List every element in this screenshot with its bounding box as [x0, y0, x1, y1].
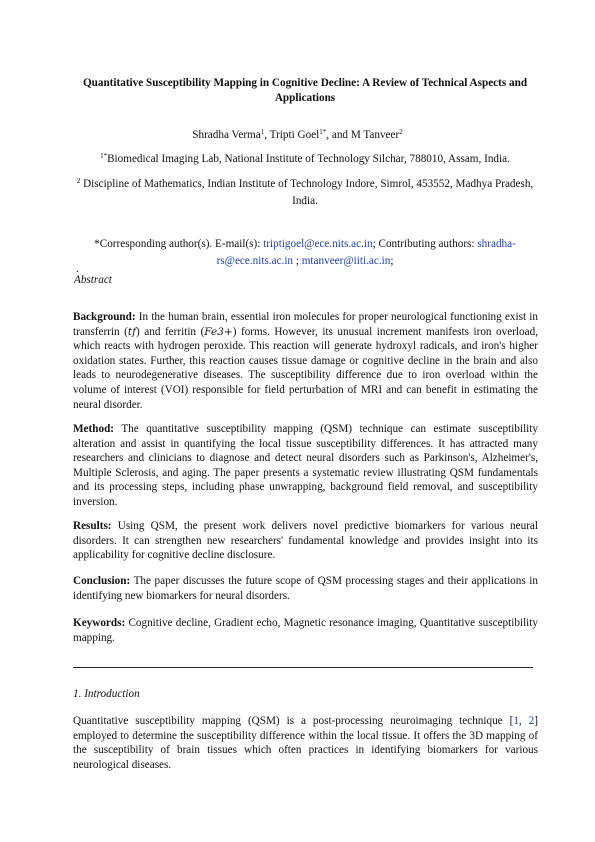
abstract-background	[73, 310, 538, 412]
results-label: Results:	[73, 520, 112, 532]
keywords	[73, 616, 538, 645]
citation-link-1[interactable]: 1	[513, 715, 519, 727]
correspondence-line	[70, 236, 540, 270]
abstract-method	[73, 422, 538, 510]
author-affiliation-mark: 2	[399, 128, 403, 136]
correspondence-suffix: ;	[390, 255, 394, 267]
keywords-text: Cognitive decline, Gradient echo, Magnetic resonance imaging, Quantitative susceptibility mapping.	[73, 617, 538, 644]
conclusion-text: The paper discusses the future scope of QSM processing stages and their applications in identifying new biomarkers for neural disorders.	[73, 575, 538, 602]
corresponding-email-link[interactable]: triptigoel@ece.nits.ac.in	[263, 238, 373, 250]
author-affiliation-mark: 1	[260, 128, 265, 136]
affiliation-mark: 2	[76, 177, 81, 185]
affiliation-text: Discipline of Mathematics, Indian Institute of Technology Indore, Simrol, 453552, Madhya Pradesh, India.	[80, 178, 534, 207]
stray-dot: .	[76, 263, 79, 275]
intro-text: ] employed to determine the susceptibility difference within the local tissue. It offers the 3D mapping of the susceptibility of brain tissues which often practices in identifying biomarkers for various neurological diseases.	[73, 715, 538, 771]
author-separator: ,	[264, 129, 270, 141]
affiliation-1	[70, 151, 540, 168]
paper-title: Quantitative Susceptibility Mapping in Cognitive Decline: A Review of Technical Aspects and Applications	[82, 77, 528, 104]
keywords-label: Keywords:	[73, 617, 126, 629]
method-text: The quantitative susceptibility mapping (QSM) technique can estimate susceptibility alteration and assist in quantifying the local tissue susceptibility differences. It has attracted many researchers and clinicians to diagnose and detect neural disorders such as Parkinson's, Alzheimer's, Multiple Sclerosis, and aging. The paper presents a systematic review illustrating QSM fundamentals and its processing steps, including phase unwrapping, background field removal, and susceptibility inversion.	[73, 423, 538, 508]
results-text: Using QSM, the present work delivers novel predictive biomarkers for various neural disorders. It can strengthen new researchers' fundamental knowledge and provides insight into its applicability for cognitive decline disclosure.	[73, 520, 538, 562]
contributing-email-link-1[interactable]: shradha-rs@ece.nits.ac.in	[216, 238, 516, 267]
correspondence-separator: ;	[293, 255, 302, 267]
conclusion-label: Conclusion:	[73, 575, 131, 587]
citation-separator: ,	[518, 715, 529, 727]
background-text: ) forms. However, its unusual increment manifests iron overload, which reacts with hydrogen peroxide. This reaction will generate hydroxyl radicals, and iron's higher oxidation states. Further, this reaction causes tissue damage or cognitive decline in the brain and also leads to neurodegenerative diseases. The susceptibility difference due to iron overload within the volume of interest (VOI) responsible for field perturbation of MRI and can benefit in estimating the neural disorder.	[73, 325, 538, 411]
correspondence-prefix: *Corresponding author(s). E-mail(s):	[94, 238, 264, 250]
abstract-conclusion	[73, 574, 538, 603]
math-tf: tf	[127, 325, 136, 338]
math-fe3: Fe3+	[204, 325, 233, 338]
intro-text: Quantitative susceptibility mapping (QSM) is a post-processing neuroimaging technique [	[73, 715, 514, 727]
author-name: Shradha Verma	[192, 129, 261, 141]
citation-link-2[interactable]: 2	[528, 715, 535, 727]
correspondence-mid: ; Contributing authors:	[372, 238, 478, 250]
abstract-heading: Abstract	[74, 274, 112, 286]
affiliation-mark: 1*	[100, 152, 108, 160]
author-affiliation-mark: 1*	[319, 128, 327, 136]
introduction-paragraph	[73, 714, 538, 772]
affiliation-2	[70, 176, 540, 210]
section-divider	[73, 667, 533, 668]
author-separator: , and	[326, 129, 351, 141]
affiliation-text: Biomedical Imaging Lab, National Institute of Technology Silchar, 788010, Assam, India.	[107, 153, 510, 165]
background-label: Background:	[73, 311, 136, 323]
background-text: In the human brain, essential iron molecules for proper neurological functioning exist in transferrin (	[73, 311, 538, 338]
background-text: ) and ferritin (	[135, 325, 205, 338]
author-name: M Tanveer	[350, 129, 400, 141]
abstract-results	[73, 519, 538, 563]
contributing-email-link-2[interactable]: mtanveer@iiti.ac.in	[301, 255, 391, 267]
author-list	[0, 128, 595, 142]
introduction-heading: 1. Introduction	[73, 688, 140, 700]
method-label: Method:	[73, 423, 115, 435]
author-name: Tripti Goel	[269, 129, 320, 141]
